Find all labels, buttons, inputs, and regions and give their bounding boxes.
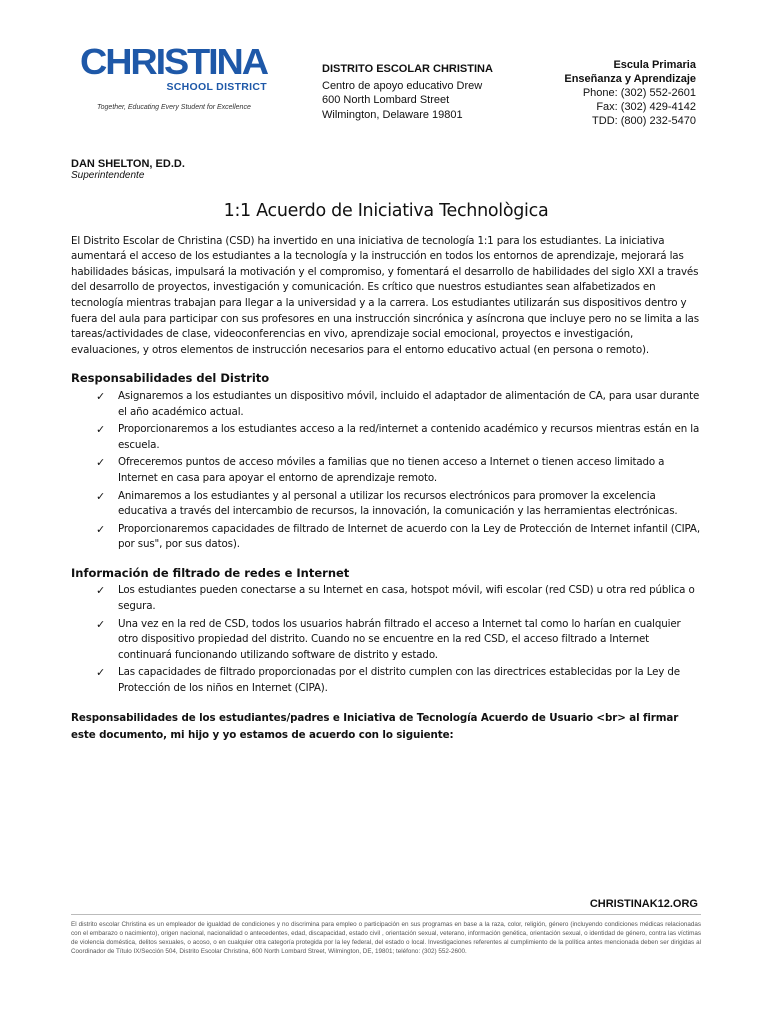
footer-divider bbox=[71, 914, 701, 915]
list-item bbox=[71, 389, 701, 420]
district-logo bbox=[80, 41, 275, 93]
checkmark-icon: ✓ bbox=[96, 584, 106, 598]
list-item-text: Las capacidades de filtrado proporcionadas por el distrito cumplen con las directrices establecidas por la Ley de Protección de los niños en Internet (CIPA). bbox=[118, 666, 680, 695]
checkmark-icon: ✓ bbox=[96, 423, 106, 437]
school-name: Escula Primaria bbox=[613, 59, 696, 71]
intro-paragraph: El Distrito Escolar de Christina (CSD) ha invertido en una iniciativa de tecnología 1:1 para los estudiantes. La iniciativa aumentará el acceso de los estudiantes a la tecnología y la instrucción en todos los entornos de aprendizaje, mejorará las habilidades básicas, impulsará la motivación y el compromiso, y fomentará el desarrollo de habilidades del siglo XXI a través del desarrollo de proyectos, investigación y comunicación. Es crítico que nuestros estudiantes sean alfabetizados en tecnología mientras trabajan para llegar a la universidad y a la carrera. Los estudiantes utilizarán sus dispositivos dentro y fuera del aula para participar con sus profesores en una instrucción sincrónica y asíncrona que incluye pero no se limita a las tareas/actividades de clase, videoconferencias en vivo, aprendizaje social emocional, proyectos e investigación, evaluaciones, y otros elementos de instrucción necesarios para el entorno educativo actual (en persona o remoto). bbox=[71, 234, 699, 356]
district-address bbox=[322, 62, 493, 122]
school-phone: Phone: (302) 552-2601 bbox=[582, 87, 696, 99]
list-item-text: Una vez en la red de CSD, todos los usuarios habrán filtrado el acceso a Internet tal como lo harían en cualquier otro dispositivo propiedad del distrito. Cuando no se encuentre en la red CSD, el acceso filtrado a Internet continuará funcionando utilizando software de distrito y estado. bbox=[118, 617, 681, 661]
checkmark-icon: ✓ bbox=[96, 666, 106, 680]
district-line: Wilmington, Delaware 19801 bbox=[322, 108, 463, 121]
logo-wordmark: CHRISTINA bbox=[80, 41, 267, 82]
superintendent bbox=[71, 158, 185, 181]
list-item-text: Proporcionaremos capacidades de filtrado de Internet de acuerdo con la Ley de Protección de Internet infantil (CIPA, por sus", por sus datos). bbox=[118, 522, 700, 551]
list-item bbox=[71, 455, 701, 486]
document-title: 1:1 Acuerdo de Iniciativa Technològica bbox=[223, 201, 549, 221]
logo-tagline: Together, Educating Every Student for Excellence bbox=[97, 104, 251, 111]
filtering-info-list bbox=[71, 583, 701, 696]
district-name: DISTRITO ESCOLAR CHRISTINA bbox=[322, 63, 493, 75]
checkmark-icon: ✓ bbox=[96, 522, 106, 536]
list-item bbox=[71, 583, 701, 614]
document-body bbox=[71, 200, 701, 754]
school-department: Enseñanza y Aprendizaje bbox=[564, 73, 696, 85]
district-line: Centro de apoyo educativo Drew bbox=[322, 79, 483, 92]
checkmark-icon: ✓ bbox=[96, 489, 106, 503]
list-item bbox=[71, 422, 701, 453]
checkmark-icon: ✓ bbox=[96, 389, 106, 403]
nondiscrimination-notice: El distrito escolar Christina es un empleador de igualdad de condiciones y no discrimina para empleo o participación en sus programas en base a la raza, color, religión, género (incluyendo condiciones médicas relacionadas con el embarazo o nacimiento), origen nacional, nacionalidad o antecedentes, edad, discapacidad, estado civil , orientación sexual, veterano, información genética, orientación sexual, o identidad de género, contra las víctimas de violencia doméstica, delitos sexuales, o acoso, o en cualquier otra categoría protegida por la ley federal, del estado o local. Investigaciones referentes al cumplimiento de la política antes mencionada deben ser dirigidas al Coordinador de Título IX/Sección 504, Distrito Escolar Christina, 600 North Lombard Street, Wilmington, DE, 19801; teléfono: (302) 552-2600. bbox=[71, 921, 701, 955]
superintendent-title: Superintendente bbox=[71, 170, 145, 181]
school-tdd: TDD: (800) 232-5470 bbox=[592, 115, 696, 127]
logo-subtitle: SCHOOL DISTRICT bbox=[166, 81, 267, 93]
checkmark-icon: ✓ bbox=[96, 617, 106, 631]
district-line: 600 North Lombard Street bbox=[322, 94, 450, 106]
list-item bbox=[71, 665, 701, 696]
section-heading-filtering: Información de filtrado de redes e Internet bbox=[71, 565, 350, 580]
list-item bbox=[71, 617, 701, 664]
list-item bbox=[71, 522, 701, 553]
school-contact bbox=[564, 58, 696, 128]
list-item bbox=[71, 489, 701, 520]
website-link[interactable]: CHRISTINAK12.ORG bbox=[589, 898, 698, 910]
list-item-text: Proporcionaremos a los estudiantes acceso a la red/internet a contenido académico y recursos mientras están en la escuela. bbox=[118, 423, 700, 451]
list-item-text: Los estudiantes pueden conectarse a su Internet en casa, hotspot móvil, wifi escolar (red CSD) u otra red pública o segura. bbox=[118, 584, 695, 613]
list-item-text: Animaremos a los estudiantes y al personal a utilizar los recursos electrónicos para promover la excelencia educativa a través del intercambio de recursos, la innovación, la comunicación y las herramientas electrónicas. bbox=[118, 489, 678, 518]
list-item-text: Asignaremos a los estudiantes un dispositivo móvil, incluido el adaptador de alimentación de CA, para usar durante el año académico actual. bbox=[118, 389, 700, 418]
list-item-text: Ofreceremos puntos de acceso móviles a familias que no tienen acceso a Internet o tienen acceso limitado a Internet en casa para apoyar el entorno de aprendizaje remoto. bbox=[118, 456, 665, 484]
district-responsibilities-list bbox=[71, 389, 701, 553]
section-heading-district: Responsabilidades del Distrito bbox=[71, 371, 270, 386]
closing-statement: Responsabilidades de los estudiantes/padres e Iniciativa de Tecnología Acuerdo de Usuario <br> al firmar este documento, mi hijo y yo estamos de acuerdo con lo siguiente: bbox=[71, 711, 679, 741]
superintendent-name: DAN SHELTON, ED.D. bbox=[71, 158, 185, 170]
checkmark-icon: ✓ bbox=[96, 456, 106, 470]
school-fax: Fax: (302) 429-4142 bbox=[596, 101, 696, 113]
